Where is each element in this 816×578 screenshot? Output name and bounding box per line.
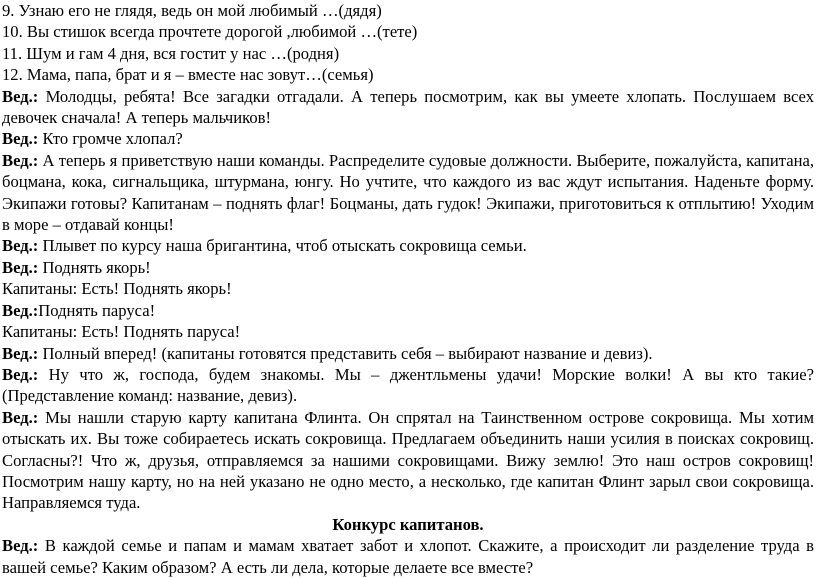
script-paragraph	[2, 300, 814, 321]
paragraph-text: Капитаны: Есть! Поднять паруса!	[2, 322, 241, 342]
paragraph-text: Кто громче хлопал?	[38, 129, 183, 149]
speaker-label: Вед.:	[2, 300, 39, 320]
speaker-label: Вед.:	[2, 236, 39, 256]
paragraph-text: Поднять паруса!	[38, 300, 156, 320]
script-paragraph	[2, 235, 814, 256]
paragraph-text: Молодцы, ребята! Все загадки отгадали. А теперь посмотрим, как вы умеете хлопать. Послушаем всех девочек сначала! А теперь мальчиков!	[2, 86, 814, 128]
riddle-line: 10. Вы стишок всегда прочтете дорогой ,любимой …(тете)	[2, 22, 418, 42]
speaker-label: Вед.:	[2, 86, 39, 106]
script-paragraph	[2, 321, 814, 342]
paragraph-text: Поднять якорь!	[38, 257, 151, 277]
speaker-label: Вед.:	[2, 536, 39, 556]
riddle-line: 11. Шум и гам 4 дня, вся гостит у нас …(родня)	[2, 43, 340, 63]
script-paragraph	[2, 257, 814, 278]
script-paragraph	[2, 535, 814, 578]
paragraph-text: Ну что ж, господа, будем знакомы. Мы – джентльмены удачи! Морские волки! А вы кто такие? (Представление команд: название, девиз).	[2, 364, 814, 406]
speaker-label: Вед.:	[2, 407, 39, 427]
section-heading: Конкурс капитанов.	[332, 514, 484, 534]
paragraph-text: А теперь я приветствую наши команды. Распределите судовые должности. Выберите, пожалуйста, капитана, боцмана, кока, сигнальщика, штурмана, юнгу. Но учтите, что каждого из вас ждут испытания. Наденьте форму. Экипажи готовы? Капитанам – поднять флаг! Боцманы, дать гудок! Экипажи, приготовиться к отплытию! Уходим в море – отдавай концы!	[2, 150, 814, 235]
speaker-label: Вед.:	[2, 257, 39, 277]
paragraph-text: Капитаны: Есть! Поднять якорь!	[2, 279, 232, 299]
speaker-label: Вед.:	[2, 129, 39, 149]
script-paragraph	[2, 150, 814, 236]
paragraph-text: В каждой семье и папам и мамам хватает забот и хлопот. Скажите, а происходит ли разделение труда в вашей семье? Каким образом? А есть ли дела, которые делаете все вместе?	[2, 536, 814, 577]
speaker-label: Вед.:	[2, 364, 39, 384]
document-page	[2, 0, 814, 578]
speaker-label: Вед.:	[2, 343, 39, 363]
script-paragraph	[2, 364, 814, 407]
paragraph-text: Плывет по курсу наша бригантина, чтоб отыскать сокровища семьи.	[38, 236, 527, 256]
script-paragraph	[2, 278, 814, 299]
riddle-line: 12. Мама, папа, брат и я – вместе нас зовут…(семья)	[2, 65, 374, 85]
script-paragraph	[2, 407, 814, 514]
riddle-line: 9. Узнаю его не глядя, ведь он мой любимый …(дядя)	[2, 1, 382, 20]
script-paragraph	[2, 343, 814, 364]
script-paragraph	[2, 86, 814, 129]
speaker-label: Вед.:	[2, 150, 39, 170]
paragraph-text: Мы нашли старую карту капитана Флинта. Он спрятал на Таинственном острове сокровища. Мы хотим отыскать их. Вы тоже собираетесь искать сокровища. Предлагаем объединить наши усилия в поисках сокровищ. Согласны?! Что ж, друзья, отправляемся за нашими сокровищами. Вижу землю! Это наш остров сокровищ! Посмотрим нашу карту, но на ней указано не одно место, а несколько, где капитан Флинт зарыл свои сокровища. Направляемся туда.	[2, 407, 814, 513]
paragraph-text: Полный вперед! (капитаны готовятся представить себя – выбирают название и девиз).	[38, 343, 653, 363]
script-paragraph	[2, 128, 814, 149]
